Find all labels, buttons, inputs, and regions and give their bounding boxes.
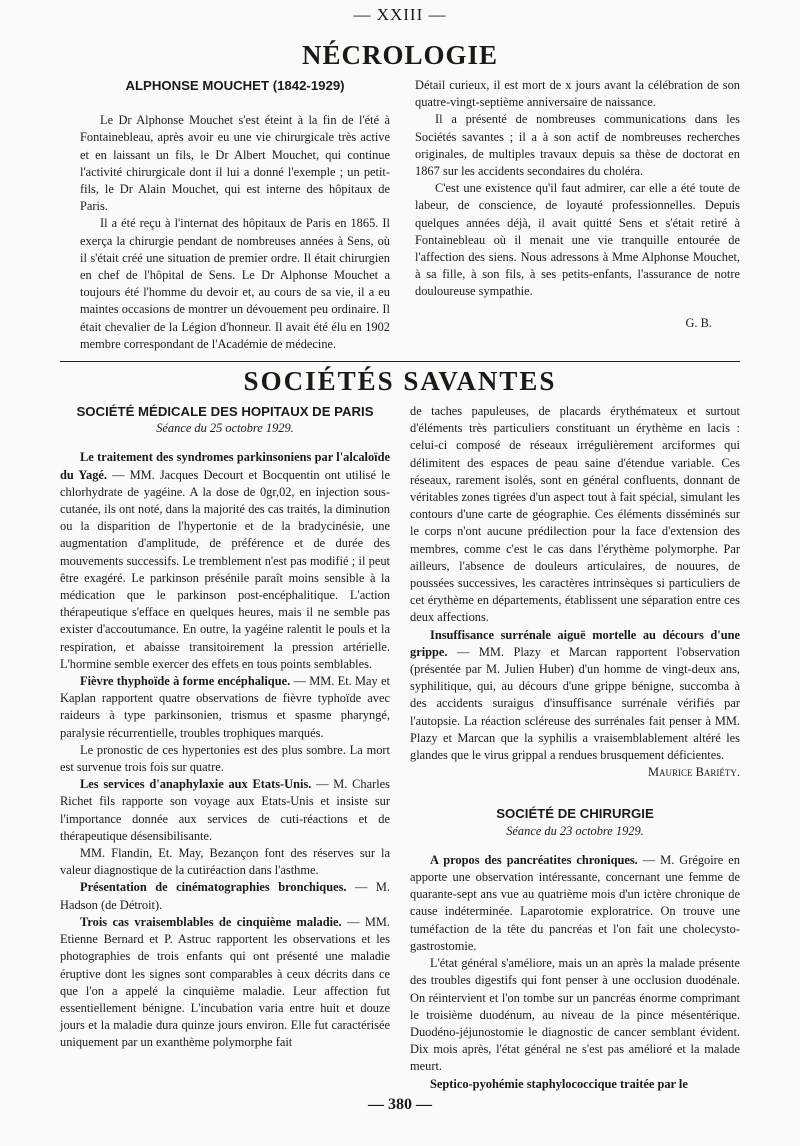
necrologie-title: NÉCROLOGIE: [301, 40, 499, 70]
communication-text: — MM. Et. May et Kaplan rapportent quatre observations de fièvre typhoïde avec raideurs à type parkinsonien, trismus et spasme pharyngé, paralysie récurrentielle, troubles trophiques marqués.: [60, 674, 390, 740]
necrologie-paragraph: Il a présenté de nombreuses communications dans les Sociétés savantes ; il a à son actif de nombreuses recherches originales, de multiples travaux depuis sa thèse de doctorat en 1867 sur les accidents secondaires du choléra.: [415, 112, 740, 179]
communication-text: — M. Hadson (de Détroit).: [60, 880, 390, 912]
communication-title: Insuffisance surrénale aiguë mortelle au décours d'une grippe.: [410, 627, 740, 659]
medicale-heading: SOCIÉTÉ MÉDICALE DES HOPITAUX DE PARIS: [76, 404, 374, 419]
societes-savantes-title: SOCIÉTÉS SAVANTES: [243, 366, 557, 396]
communication-title: Fièvre thyphoïde à forme encéphalique.: [80, 674, 291, 689]
necrologie-right-column: [415, 77, 740, 332]
necrologie-paragraph: C'est une existence qu'il faut admirer, car elle a été toute de labeur, de conscience, de loyauté professionnelles. Depuis quelques années déjà, il avait quitté Sens et s'était retiré à Fontainebleau où il menait une vie tranquille entourée de l'affection des siens. Nous adressons à Mme Alphonse Mouchet, à sa fille, à son fils, à ses petits-enfants, l'assurance de notre douloureuse sympathie.: [415, 181, 740, 299]
communication-text: Le pronostic de ces hypertonies est des plus sombre. La mort est survenue trois fois sur quatre.: [60, 742, 390, 775]
communication-text: — MM. Jacques Decourt et Bocquentin ont utilisé le chlorhydrate de yagéine. A la dose de 0gr,02, en injection sous-cutanée, ils ont noté, dans la majorité des cas traités, la diminution ou la disparition de l'hypertonie et de la bradycinésie, une augmentation d'amplitude, de préférence et de durée des mouvements successifs. Le tremblement n'est pas modifié ; il peut être exagéré. Le parkinson présénile paraît moins sensible à la médication que le parkinson post-encéphalitique. L'action thérapeutique s'efface en quelques heures, mais il ne semble pas exister d'accoutumance. En outre, la yagéine ralentit le pouls et la respiration, et abaisse transitoirement la pression artérielle. L'hormine semble exercer des effets en tous points semblables.: [60, 467, 390, 671]
communication-text: — MM. Plazy et Marcan rapportent l'observation (présentée par M. Julien Huber) d'un homme de vingt-deux ans, syphilitique, qui, au décours d'une grippe bénigne, succomba à des accidents suraigus d'insuffisance surrénale vérifiés par l'autopsie. La réaction scléreuse des surrénales fait penser à MM. Plazy et Marcan que la syphilis a vraisemblablement altéré les glandes que le virus grippal a rendues brusquement déficientes.: [410, 644, 740, 763]
necrologie-left-column: [80, 77, 390, 353]
necrologie-paragraph: Détail curieux, il est mort de x jours avant la célébration de son quatre-vingt-septième anniversaire de naissance.: [415, 78, 740, 110]
communication-text: de taches papuleuses, de placards érythémateux et surtout d'éléments très particuliers constituant un érythème en lacis : celui-ci composé de réseaux irrégulièrement arciformes qui délimitent des espaces de peau saine d'étendue variable. Ces réseaux, rarement isolés, sont en général confluents, donnant de véritables zones tigrées d'un aspect tout à fait spécial, simulant les contours d'une carte de géographie. Ces éléments disséminés sur le corps n'ont aucune prédilection pour la face d'extension des membres, comme c'est le cas dans l'érythème polymorphe. Par ailleurs, l'absence de douleurs articulaires, de nouures, de poussées successives, les caractères intrinsèques si particuliers de cet érythème en départements, établissent une séparation entre ces deux affections.: [410, 404, 740, 625]
necrologie-paragraph: Le Dr Alphonse Mouchet s'est éteint à la fin de l'été à Fontainebleau, après avoir eu une vie chirurgicale très active et en laissant un fils, le Dr Albert Mouchet, qui continue l'activité chirurgicale dont il lui a donné l'exemple ; un petit-fils, le Dr Alain Mouchet, qui est interne des hôpitaux de Paris.: [80, 113, 390, 214]
communication-title: Le traitement des syndromes parkinsoniens par l'alcaloïde du Yagé.: [60, 450, 390, 482]
page-header: — XXIII —: [353, 5, 447, 24]
section-divider: [60, 361, 740, 362]
communication-text: L'état général s'améliore, mais un an après la malade présente des troubles digestifs qui font penser à une occlusion duodénale. On réintervient et l'on tombe sur un pancréas énorme comprimant le troisième duodénum, au niveau de la pince mésentérique. Duodéno-jéjunostomie le diagnostic de cancer semblant évident. Dix mois après, l'état général ne s'est pas amélioré et la malade meurt.: [410, 956, 740, 1074]
communication-title: Septico-pyohémie staphylococcique traitée par le: [430, 1076, 688, 1091]
necrologie-heading: ALPHONSE MOUCHET (1842-1929): [125, 78, 345, 93]
page-number: — 380 —: [368, 1096, 432, 1113]
communication-text: MM. Flandin, Et. May, Bezançon font des réserves sur la valeur diagnostique de la cutiréaction dans l'asthme.: [60, 846, 390, 878]
communication-title: Les services d'anaphylaxie aux Etats-Unis.: [80, 777, 312, 792]
medicale-signature: Maurice Bariéty.: [648, 765, 740, 780]
communication-text: — MM. Etienne Bernard et P. Astruc rapportent les observations et les photographies de trois enfants qui ont présenté une maladie éruptive dont les signes sont comparables à ceux décrits dans ce que l'on a appelé la cinquième maladie. Leur affection fut essentiellement bénigne. L'incubation varia entre huit et douze jours et la maladie dura quinze jours environ. Elle fut caractérisée uniquement par un exanthème polymorphe fait: [60, 914, 390, 1050]
necrologie-paragraph: Il a été reçu à l'internat des hôpitaux de Paris en 1865. Il exerça la chirurgie pendant de nombreuses années à Sens, où il s'était créé une situation de premier ordre. Il était chirurgien en chef de l'hôpital de Sens. Le Dr Alphonse Mouchet a toujours été l'homme du devoir et, au cours de sa vie, il a eu maintes occasions de montrer un dévouement peu ordinaire. Il était chevalier de la Légion d'honneur. Il avait été élu en 1902 membre correspondant de l'Académie de médecine.: [80, 216, 390, 351]
medicale-seance: Séance du 25 octobre 1929.: [156, 421, 294, 436]
societes-right-column: [410, 403, 740, 1093]
communication-title: A propos des pancréatites chroniques.: [430, 852, 638, 867]
societes-left-column: [60, 403, 390, 1052]
necrologie-signature: G. B.: [685, 315, 712, 330]
communication-text: — M. Grégoire en apporte une observation intéressante, concernant une femme de quarante-sept ans vue au quatrième mois d'un ictère chronique de cause indéterminée. Laparotomie exploratrice. On trouve une tuméfaction de la tête du pancréas et l'on fait une cholecysto-gastrostomie.: [410, 852, 740, 953]
communication-title: Présentation de cinématographies bronchiques.: [80, 880, 347, 895]
chirurgie-seance: Séance du 23 octobre 1929.: [506, 823, 644, 838]
communication-title: Trois cas vraisemblables de cinquième maladie.: [80, 914, 342, 929]
communication-text: — M. Charles Richet fils rapporte son voyage aux Etats-Unis et insiste sur l'importance donnée aux services de cuti-réactions et de thérapeutique désensibilisante.: [60, 777, 390, 843]
chirurgie-heading: SOCIÉTÉ DE CHIRURGIE: [496, 806, 654, 822]
